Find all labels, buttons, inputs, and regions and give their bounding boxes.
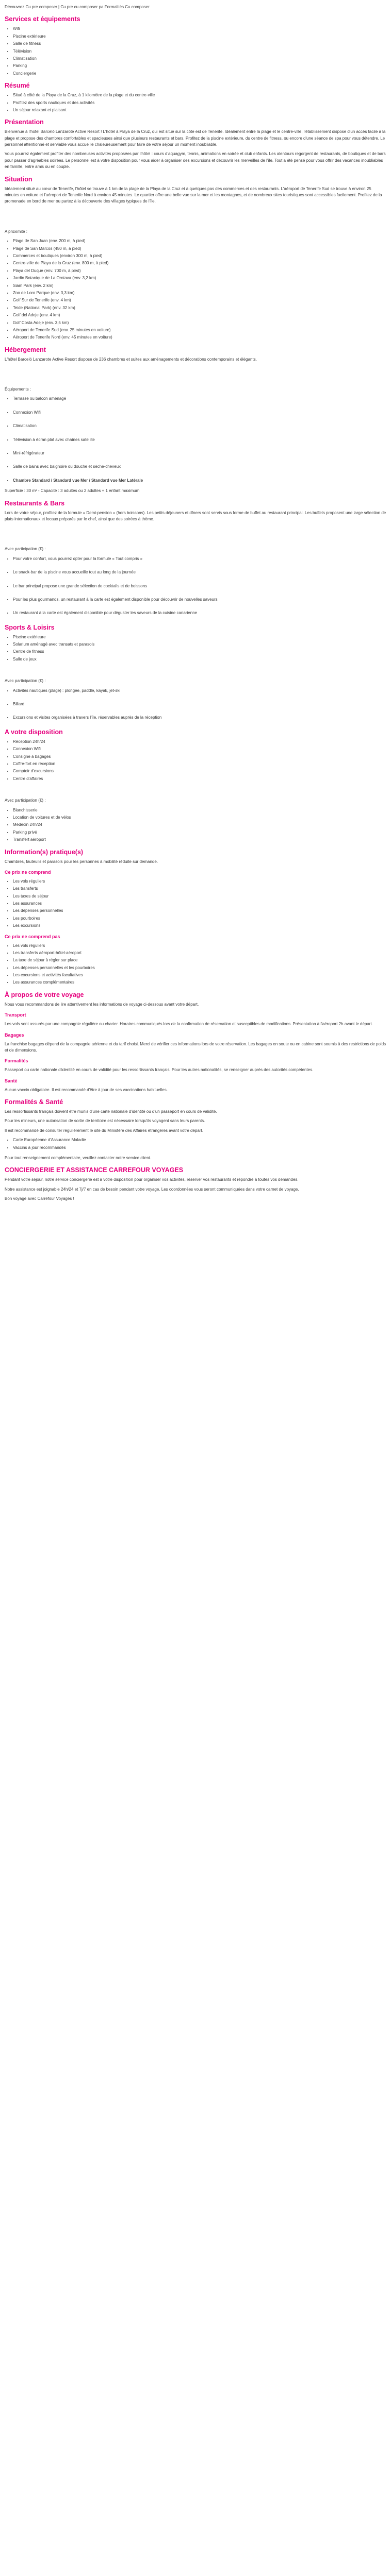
list-item: • Connexion Wifi [13,746,386,752]
list-item: • Pour votre confort, vous pourrez opter pour la formule « Tout compris » [13,556,386,562]
rooms-title: • Chambre Standard / Standard vue Mer / Standard vue Mer Latérale [13,478,386,484]
list-item: • Carte Européenne d'Assurance Maladie [13,1137,386,1143]
resume-list [5,92,386,113]
list-item: • Climatisation [13,423,386,429]
infos-text: Chambres, fauteuils et parasols pour les personnes à mobilité réduite sur demande. [5,859,158,864]
list-item: • Siam Park (env. 2 km) [13,283,386,289]
list-item: • Transfert aéroport [13,837,386,843]
dispo-list [5,739,386,782]
list-item: • Coffre-fort en réception [13,761,386,767]
conciergerie-text-2: Notre assistance est joignable 24h/24 et 7j/7 en cas de besoin pendant votre voyage. Les coordonnées vous seront communiquées dans votre carnet de voyage. [5,1187,299,1192]
infos-list-2 [5,943,386,986]
list-item: • Aéroport de Tenerife Sud (env. 25 minutes en voiture) [13,327,386,333]
list-item: • Golf Sur de Tenerife (env. 4 km) [13,297,386,303]
infos-list-1 [5,878,386,929]
list-item: • Golf Costa Adeje (env. 3,5 km) [13,320,386,326]
conciergerie-text-3: Bon voyage avec Carrefour Voyages ! [5,1196,74,1201]
list-item: • Wifi [13,26,386,32]
list-item: • Jardin Botanique de La Orotava (env. 3,2 km) [13,275,386,281]
situation-title: Situation [5,175,32,183]
restaurants-list [5,556,386,617]
infos-sub-2: Ce prix ne comprend pas [5,934,60,939]
sante-text-4: Pour tout renseignement complémentaire, veuillez contacter notre service client. [5,1155,152,1160]
resume-title: Résumé [5,82,30,90]
list-item: • Situé à côté de la Playa de la Cruz, à 1 kilomètre de la plage et du centre-ville [13,92,386,98]
infos-sub-1: Ce prix ne comprend [5,869,51,875]
list-item: • Profitez des sports nautiques et des activités [13,100,386,106]
list-item: • Conciergerie [13,71,386,77]
propos-sub-2: Bagages [5,1032,24,1038]
list-item: • Aéroport de Tenerife Nord (env. 45 minutes en voiture) [13,334,386,341]
list-item: • Les excursions et activités facultatives [13,972,386,978]
propos-text-4: Passeport ou carte nationale d'identité en cours de validité pour les ressortissants français. Pour les autres nationalités, se renseigner auprès des autorités compétentes. [5,1067,314,1073]
list-item: • Les transferts [13,886,386,892]
distances-list [5,238,386,341]
dispo-lead: Avec participation (€) : [5,798,46,803]
propos-text-1: Nous vous recommandons de lire attentivement les informations de voyage ci-dessous avant votre départ. [5,1002,199,1007]
restaurants-title: Restaurants & Bars [5,499,65,507]
conciergerie-title: CONCIERGERIE ET ASSISTANCE CARREFOUR VOYAGES [5,1166,184,1174]
sports-title: Sports & Loisirs [5,623,55,631]
list-item: • Réception 24h/24 [13,739,386,745]
restaurants-text: Lors de votre séjour, profitez de la formule « Demi-pension » (hors boissons). Les petits déjeuners et dîners sont servis sous forme de buffet au restaurant principal. Les buffets proposent une large sélection de plats internationaux et locaux préparés par le chef, ainsi que des soirées à thème. [5,510,386,521]
list-item: • Terrasse ou balcon aménagé [13,396,386,402]
list-item: • Les assurances complémentaires [13,979,386,986]
dispo-paid-list [5,807,386,843]
page [5,0,386,1211]
list-item: • Les pourboires [13,916,386,922]
list-item: • Les transferts aéroport-hôtel-aéroport [13,950,386,956]
services-list [5,26,386,77]
list-item: • Médecin 24h/24 [13,822,386,828]
list-item: • Comptoir d'excursions [13,768,386,774]
list-item: • Centre de fitness [13,649,386,655]
propos-sub-4: Santé [5,1078,18,1083]
list-item: • Un restaurant à la carte est également disponible pour déguster les saveurs de la cuisine canarienne [13,610,386,616]
list-item: • Plage de San Marcos (450 m, à pied) [13,246,386,252]
list-item: • Le snack-bar de la piscine vous accueille tout au long de la journée [13,569,386,575]
list-item: • Télévision à écran plat avec chaînes satellite [13,437,386,443]
propos-title: À propos de votre voyage [5,991,84,998]
list-item: • Excursions et visites organisées à travers l'île, réservables auprès de la réception [13,715,386,721]
list-item: • Pour les plus gourmands, un restaurant à la carte est également disponible pour découvrir de nouvelles saveurs [13,597,386,603]
list-item: • Playa del Duque (env. 700 m, à pied) [13,268,386,274]
sports-lead: Avec participation (€) : [5,679,46,684]
sports-paid-list [5,688,386,721]
sports-list [5,634,386,663]
list-item: • Plage de San Juan (env. 200 m, à pied) [13,238,386,244]
list-item: • Golf del Adeje (env. 4 km) [13,312,386,318]
list-item: • Salle de fitness [13,41,386,47]
dispo-title: A votre disposition [5,728,63,736]
presentation-text-2: Vous pourrez également profiter des nombreuses activités proposées par l'hôtel : cours d'aquagym, tennis, animations en soirée et club enfants. Les alentours regorgent de restaurants, de boutiques et de bars pour passer d'agréables soirées. Le personnel est à votre disposition pour vous aider à organiser des excursions et découvrir les merveilles de l'île. Tout a été pensé pour vous offrir des vacances inoubliables en famille, entre amis ou en couple. [5,151,386,170]
conciergerie-text-1: Pendant votre séjour, notre service conciergerie est à votre disposition pour organiser vos activités, réserver vos restaurants et répondre à toutes vos demandes. [5,1177,299,1182]
list-item: • Zoo de Loro Parque (env. 3,3 km) [13,290,386,296]
list-item: • Les vols réguliers [13,878,386,885]
list-item: • Consigne à bagages [13,754,386,760]
propos-sub-3: Formalités [5,1058,28,1064]
list-item: • Activités nautiques (plage) : plongée, paddle, kayak, jet-ski [13,688,386,694]
rooms-info: Superficie : 30 m² - Capacité : 3 adultes ou 2 adultes + 1 enfant maximum [5,488,140,494]
sante-text-2: Pour les mineurs, une autorisation de sortie de territoire est nécessaire lorsqu'ils voyagent sans leurs parents. [5,1118,205,1124]
list-item: • Les dépenses personnelles et les pourboires [13,965,386,971]
list-item: • Climatisation [13,56,386,62]
list-item: • Centre-ville de Playa de la Cruz (env. 800 m, à pied) [13,260,386,266]
sante-text-1: Les ressortissants français doivent être munis d'une carte nationale d'identité ou d'un passeport en cours de validité. [5,1109,217,1114]
list-item: • Billard [13,701,386,707]
list-item: • Commerces et boutiques (environ 300 m, à pied) [13,253,386,259]
situation-text: Idéalement situé au cœur de Tenerife, l'hôtel se trouve à 1 km de la plage de la Playa de la Cruz et à quelques pas des commerces et des restaurants. L'aéroport de Tenerife Sud se trouve à environ 25 minutes en voiture et l'aéroport de Tenerife Nord à environ 45 minutes. Le quartier offre une belle vue sur la mer et les montagnes, et de nombreux sites touristiques sont accessibles facilement. Profitez de la promenade en bord de mer ou partez à la découverte des villages typiques de l'île. [5,186,382,204]
list-item: • Blanchisserie [13,807,386,814]
infos-title: Information(s) pratique(s) [5,848,84,856]
propos-text-3: La franchise bagages dépend de la compagnie aérienne et du tarif choisi. Merci de vérifier ces informations lors de votre réservation. Les bagages en soute ou en cabine sont soumis à des restrictions de poids et de dimensions. [5,1041,386,1053]
list-item: • Mini-réfrigérateur [13,450,386,456]
list-item: • Un séjour relaxant et plaisant [13,107,386,113]
list-item: • Parking [13,63,386,69]
list-item: • Salle de jeux [13,656,386,663]
list-item: • Les assurances [13,901,386,907]
list-item: • Les taxes de séjour [13,893,386,900]
list-item: • Piscine extérieure [13,33,386,40]
distances-lead: A proximité : [5,229,28,234]
presentation-title: Présentation [5,118,44,126]
hebergement-title: Hébergement [5,346,46,353]
rooms-list [5,478,386,484]
list-item: • Connexion Wifi [13,410,386,416]
list-item: • Piscine extérieure [13,634,386,640]
propos-text-2: Les vols sont assurés par une compagnie régulière ou charter. Horaires communiqués lors de la confirmation de réservation et susceptibles de modifications. Présentation à l'aéroport 2h avant le départ. [5,1022,373,1027]
intro-text: Découvrez Cu pre composer | Cu pre cu composer pa Formalités Cu composer [5,5,150,9]
propos-text-5: Aucun vaccin obligatoire. Il est recommandé d'être à jour de ses vaccinations habituelles. [5,1087,168,1092]
hebergement-text: L'hôtel Barceló Lanzarote Active Resort dispose de 236 chambres et suites aux aménagements et décorations contemporains et élégants. [5,357,257,362]
hebergement-list [5,396,386,470]
list-item: • Les vols réguliers [13,943,386,949]
sante-title: Formalités & Santé [5,1098,63,1106]
hebergement-lead: Équipements : [5,387,31,392]
presentation-text-1: Bienvenue à l'hotel Barceló Lanzarote Active Resort ! L'hotel à Playa de la Cruz, qui est situé sur la côte est de Tenerife. Idéalement entre la plage et le centre-ville, l'établissement dispose d'un accès facile à la plage et propose des chambres confortables et spacieuses ainsi que plusieurs restaurants et bars. Profitez de la piscine extérieure, du centre de fitness, ou encore d'une séance de spa pour vous détendre. Le personnel attentionné et serviable vous accueille chaleureusement pour faire de votre séjour un moment inoubliable. [5,129,386,147]
list-item: • Les excursions [13,923,386,929]
propos-sub-1: Transport [5,1012,26,1018]
restaurants-lead: Avec participation (€) : [5,547,46,552]
list-item: • Solarium aménagé avec transats et parasols [13,641,386,648]
list-item: • Télévision [13,48,386,55]
list-item: • Teide (National Park) (env. 32 km) [13,305,386,311]
list-item: • Les dépenses personnelles [13,908,386,914]
services-title: Services et équipements [5,15,80,23]
list-item: • Vaccins à jour recommandés [13,1145,386,1151]
list-item: • Salle de bains avec baignoire ou douche et sèche-cheveux [13,464,386,470]
sante-list [5,1137,386,1151]
list-item: • La taxe de séjour à régler sur place [13,957,386,963]
list-item: • Centre d'affaires [13,776,386,782]
list-item: • Location de voitures et de vélos [13,815,386,821]
sante-text-3: Il est recommandé de consulter régulièrement le site du Ministère des Affaires étrangères avant votre départ. [5,1128,203,1133]
list-item: • Le bar principal propose une grande sélection de cocktails et de boissons [13,583,386,589]
list-item: • Parking privé [13,829,386,836]
